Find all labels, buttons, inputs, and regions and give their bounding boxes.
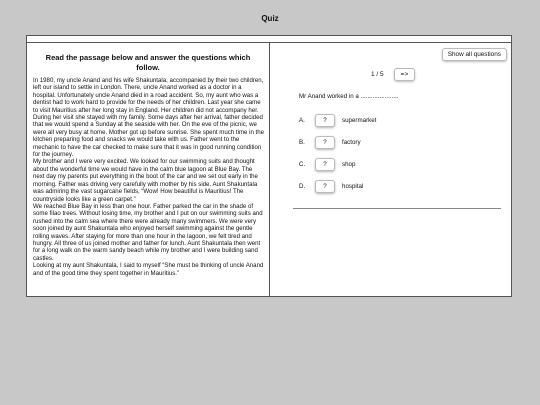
passage-paragraph: My brother and I were very excited. We looked for our swimming suits and thought about the wonderful time we would have in the calm blue lagoon at Blue Bay. The next day my parents put everything in the boot of the car and we set out early in the morning. Father was driving very carefully with mother by his side. Aunt Shakuntala was admiring the vast sugarcane fields, “Wow! How beautiful is Mauritius! The countryside looks like a green carpet.” (33, 158, 258, 203)
page-title: Quiz (261, 14, 279, 23)
option-a-button[interactable]: ? (315, 114, 335, 127)
passage-heading: Read the passage below and answer the questions which follow. (45, 53, 251, 72)
passage-paragraph: During her visit she stayed with my family. Some days after her arrival, father decided that we would spend a Sunday at the seaside with her. On the eve of the picnic, we were all very busy at home. Mother got up before sunrise. She spent much time in the kitchen preparing food and snacks we would take with us. Father went to the mechanic to have the car checked to make sure that it was in good running condition for the journey. (33, 114, 265, 159)
passage-text (33, 77, 265, 277)
option-label: supermarket (342, 116, 377, 124)
option-b (299, 136, 361, 148)
divider (293, 208, 501, 209)
top-strip (27, 36, 511, 43)
question-progress: 1 / 5 (371, 71, 384, 78)
show-all-questions-button[interactable]: Show all questions (442, 48, 507, 61)
option-d (299, 180, 363, 192)
option-letter: A. (299, 116, 305, 124)
option-letter: C. (299, 160, 306, 168)
question-text: Mr Anand worked in a ...................... (299, 93, 399, 100)
option-label: factory (342, 138, 361, 146)
next-question-button[interactable]: => (394, 68, 416, 81)
option-letter: B. (299, 138, 305, 146)
question-panel (271, 43, 511, 296)
quiz-frame (26, 35, 512, 297)
option-a (299, 114, 376, 126)
option-letter: D. (299, 182, 306, 190)
option-d-button[interactable]: ? (315, 180, 335, 193)
option-label: hospital (342, 182, 364, 190)
passage-panel (27, 43, 270, 296)
option-label: shop (342, 160, 356, 168)
passage-paragraph: In 1980, my uncle Anand and his wife Shakuntala, accompanied by their two children, left our island to settle in London. There, uncle Anand worked as a doctor in a hospital. Unfortunately uncle Anand died in a road accident. So, my aunt who was a dentist had to work hard to provide for the needs of her children. Last year she came to visit Mauritius after her long stay in England. Her children did not accompany her. (33, 77, 264, 114)
option-c-button[interactable]: ? (315, 158, 335, 171)
option-b-button[interactable]: ? (315, 136, 335, 149)
passage-paragraph: We reached Blue Bay in less than one hour. Father parked the car in the shade of some filao trees. Without losing time, my brother and I put on our swimming suits and rushed into the calm sea where there were already many swimmers. We were very soon joined by aunt Shakuntala who enjoyed herself swimming against the gentle rolling waves. After staying for more than one hour in the lagoon, we felt tired and hungry. All three of us joined mother and father for lunch. Aunt Shakuntala then went for a long walk on the warm sandy beach while my brother and I were building sand castles. (33, 202, 263, 262)
passage-paragraph: Looking at my aunt Shakuntala, I said to myself “She must be thinking of uncle Anand and of the good time they spent together in Mauritius.” (33, 262, 264, 277)
option-c (299, 158, 355, 170)
question-pager (371, 68, 415, 81)
